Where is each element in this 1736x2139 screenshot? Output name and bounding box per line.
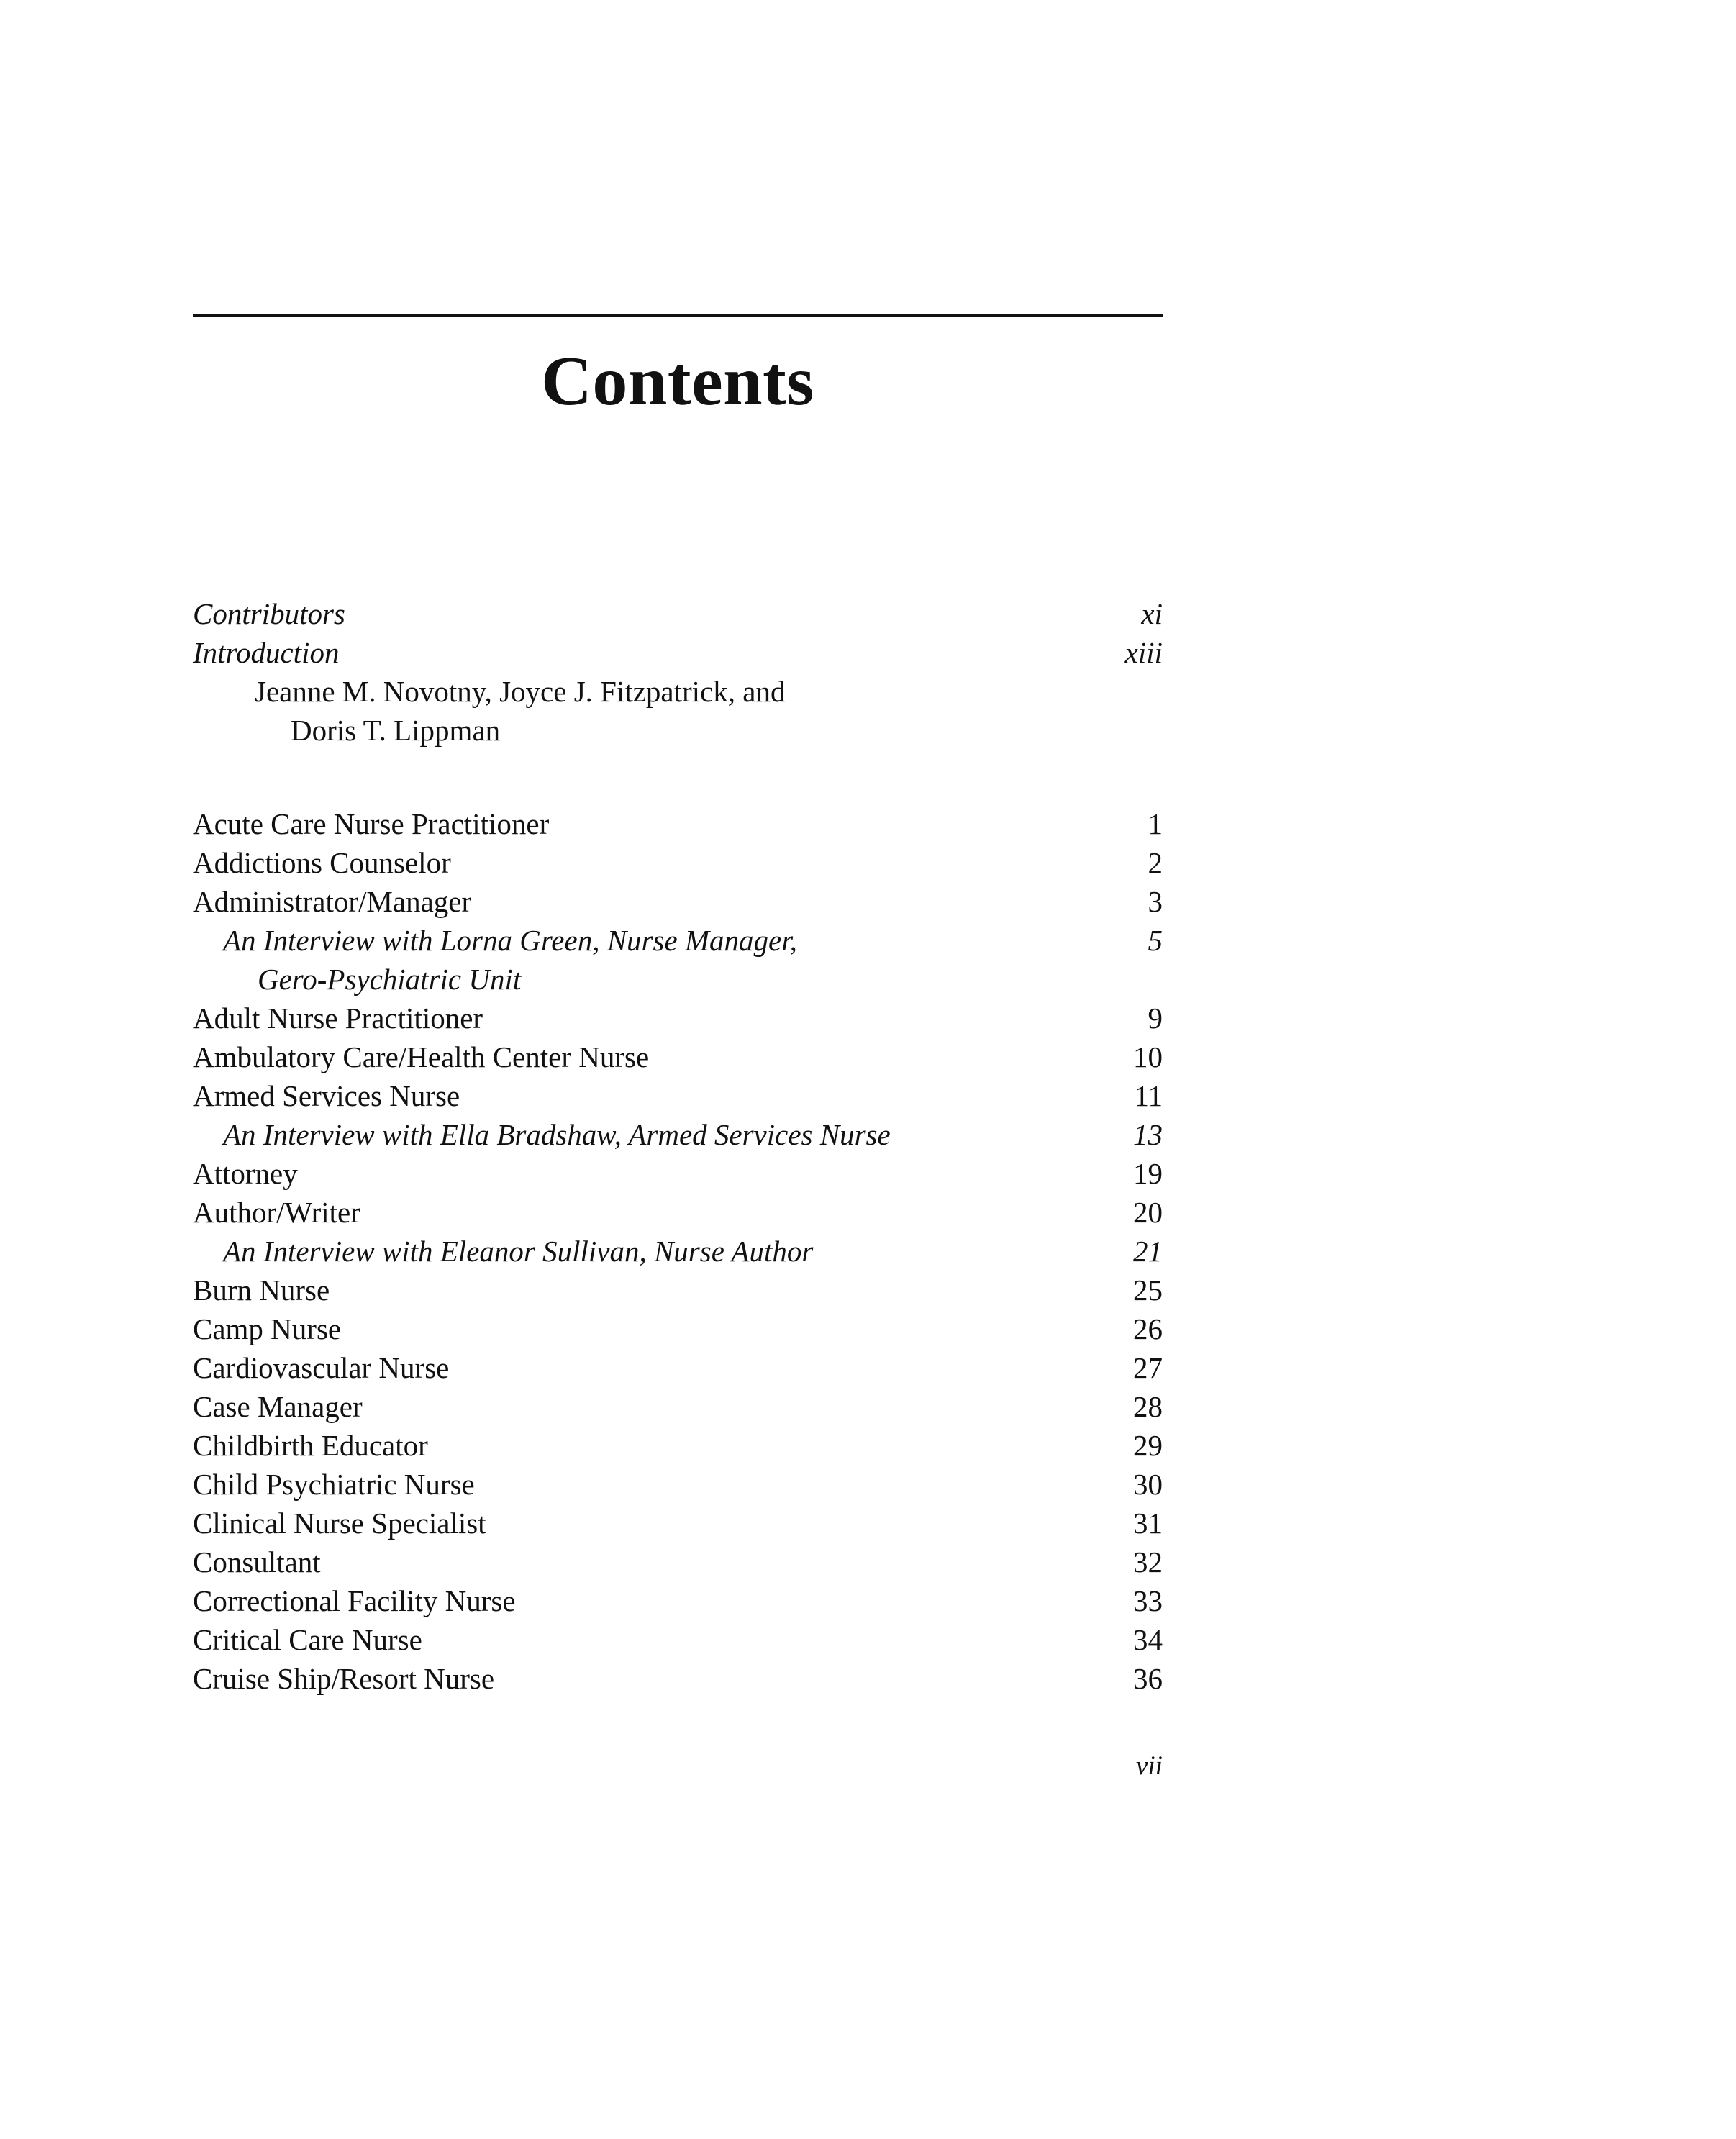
toc-page-number: 25 (1133, 1273, 1163, 1307)
toc-page-number: 26 (1133, 1312, 1163, 1345)
toc-row-interview (193, 921, 1163, 960)
toc-row (193, 1465, 1163, 1504)
toc-page-number: 33 (1133, 1584, 1163, 1617)
toc-row (193, 1387, 1163, 1426)
toc-page-number: 21 (1133, 1235, 1163, 1268)
toc-page-number: 36 (1133, 1662, 1163, 1695)
toc-page-number: 34 (1133, 1623, 1163, 1656)
toc-page-number: 31 (1133, 1507, 1163, 1540)
introduction-authors-line-1 (193, 672, 1163, 711)
toc-label: Childbirth Educator (193, 1429, 428, 1462)
toc-row (193, 804, 1163, 843)
toc-page-number: 9 (1148, 1002, 1163, 1035)
toc-label: Critical Care Nurse (193, 1623, 422, 1656)
toc-label: Ambulatory Care/Health Center Nurse (193, 1040, 650, 1073)
table-of-contents (193, 594, 1163, 1698)
toc-page-number: 5 (1148, 924, 1163, 957)
toc-label: Acute Care Nurse Practitioner (193, 807, 550, 840)
toc-label: Contributors (193, 597, 345, 630)
toc-label: Administrator/Manager (193, 885, 472, 918)
toc-label: Correctional Facility Nurse (193, 1584, 516, 1617)
toc-row (193, 843, 1163, 882)
toc-label: Gero-Psychiatric Unit (258, 963, 522, 996)
toc-label: Adult Nurse Practitioner (193, 1002, 483, 1035)
toc-page-number: 20 (1133, 1196, 1163, 1229)
toc-label: Cruise Ship/Resort Nurse (193, 1662, 495, 1695)
toc-page-number: 10 (1133, 1040, 1163, 1073)
toc-row (193, 1543, 1163, 1581)
toc-label: An Interview with Ella Bradshaw, Armed Services Nurse (223, 1118, 891, 1151)
toc-page-number: 2 (1148, 846, 1163, 879)
author-names: Jeanne M. Novotny, Joyce J. Fitzpatrick, and (255, 675, 786, 708)
toc-page-number: xiii (1124, 636, 1163, 669)
toc-row (193, 1620, 1163, 1659)
introduction-authors-line-2 (193, 711, 1163, 750)
toc-row (193, 1037, 1163, 1076)
toc-label: An Interview with Eleanor Sullivan, Nurse Author (223, 1235, 814, 1268)
toc-row (193, 1154, 1163, 1193)
toc-label: Introduction (193, 636, 340, 669)
toc-label: Clinical Nurse Specialist (193, 1507, 486, 1540)
page-title: Contents (541, 342, 814, 420)
toc-row (193, 1193, 1163, 1232)
toc-row (193, 1309, 1163, 1348)
page-folio: vii (1136, 1751, 1163, 1781)
toc-page-number: 11 (1134, 1079, 1163, 1112)
toc-row (193, 882, 1163, 921)
toc-label: Case Manager (193, 1390, 363, 1423)
toc-label: Author/Writer (193, 1196, 360, 1229)
toc-page-number: 27 (1133, 1351, 1163, 1384)
toc-label: Attorney (193, 1157, 298, 1190)
toc-label: Cardiovascular Nurse (193, 1351, 450, 1384)
toc-row (193, 1271, 1163, 1309)
toc-page-number: xi (1141, 597, 1163, 630)
toc-label: Armed Services Nurse (193, 1079, 460, 1112)
toc-label: Camp Nurse (193, 1312, 342, 1345)
toc-page-number: 32 (1133, 1545, 1163, 1579)
toc-row (193, 1076, 1163, 1115)
author-names: Doris T. Lippman (291, 714, 501, 747)
toc-row (193, 1426, 1163, 1465)
toc-label: Child Psychiatric Nurse (193, 1468, 475, 1501)
toc-row-introduction (193, 633, 1163, 672)
toc-page-number: 28 (1133, 1390, 1163, 1423)
toc-row-contributors (193, 594, 1163, 633)
toc-row (193, 1581, 1163, 1620)
toc-row (193, 1659, 1163, 1698)
toc-label: Consultant (193, 1545, 321, 1579)
toc-page-number: 1 (1148, 807, 1163, 840)
toc-row-interview-continued (193, 960, 1163, 999)
toc-row (193, 1348, 1163, 1387)
title-rule (193, 314, 1163, 317)
toc-label: Addictions Counselor (193, 846, 451, 879)
toc-page-number: 30 (1133, 1468, 1163, 1501)
section-gap (193, 750, 1163, 804)
toc-page-number: 19 (1133, 1157, 1163, 1190)
toc-row-interview (193, 1115, 1163, 1154)
toc-row (193, 999, 1163, 1037)
toc-label: An Interview with Lorna Green, Nurse Manager, (223, 924, 797, 957)
toc-page-number: 13 (1133, 1118, 1163, 1151)
toc-row-interview (193, 1232, 1163, 1271)
toc-label: Burn Nurse (193, 1273, 330, 1307)
toc-page-number: 29 (1133, 1429, 1163, 1462)
toc-row (193, 1504, 1163, 1543)
toc-page-number: 3 (1148, 885, 1163, 918)
